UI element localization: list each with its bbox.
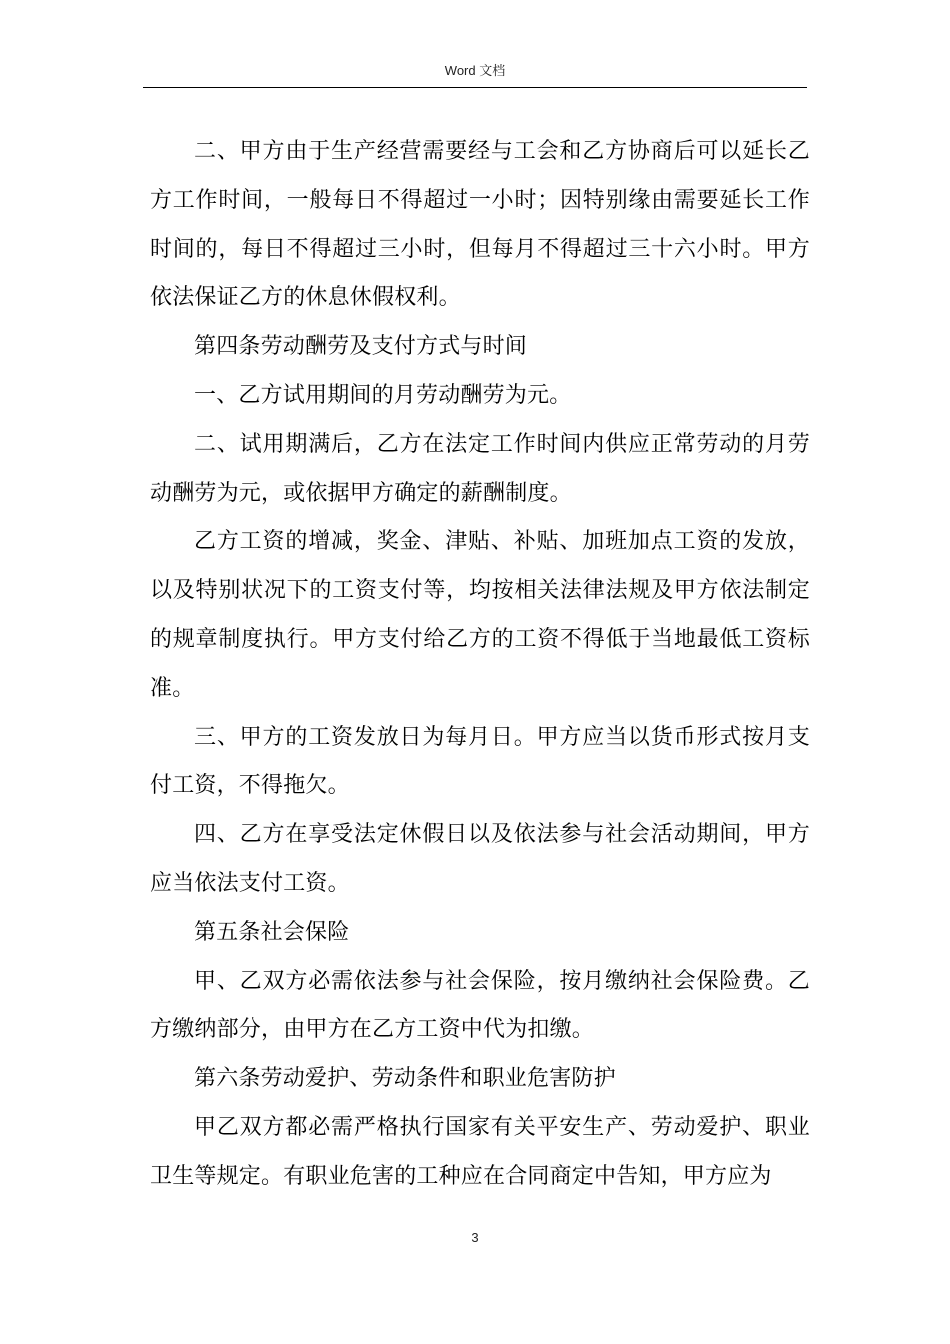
paragraph: 四、乙方在享受法定休假日以及依法参与社会活动期间，甲方应当依法支付工资。: [150, 822, 810, 896]
header-divider: [143, 87, 807, 88]
paragraph: 甲、乙双方必需依法参与社会保险，按月缴纳社会保险费。乙方缴纳部分，由甲方在乙方工资中代为扣缴。: [150, 968, 810, 1043]
section-heading: 第五条社会保险: [194, 919, 350, 945]
page-number: 3: [471, 1230, 479, 1245]
document-body: [150, 128, 810, 1202]
paragraph: 甲乙双方都必需严格执行国家有关平安生产、劳动爱护、职业卫生等规定。有职业危害的工种应在合同商定中告知，甲方应为: [150, 1114, 810, 1189]
paragraph: 一、乙方试用期间的月劳动酬劳为元。: [194, 382, 572, 408]
paragraph: 乙方工资的增减，奖金、津贴、补贴、加班加点工资的发放，以及特别状况下的工资支付等，均按相关法律法规及甲方依法制定的规章制度执行。甲方支付给乙方的工资不得低于当地最低工资标准。: [150, 529, 810, 701]
section-heading: 第四条劳动酬劳及支付方式与时间: [194, 334, 528, 360]
section-heading: 第六条劳动爱护、劳动条件和职业危害防护: [194, 1066, 616, 1092]
page-header: Word 文档: [444, 63, 506, 78]
paragraph: 三、甲方的工资发放日为每月日。甲方应当以货币形式按月支付工资，不得拖欠。: [150, 724, 810, 799]
paragraph: 二、试用期满后，乙方在法定工作时间内供应正常劳动的月劳动酬劳为元，或依据甲方确定的薪酬制度。: [150, 431, 810, 506]
paragraph: 二、甲方由于生产经营需要经与工会和乙方协商后可以延长乙方工作时间，一般每日不得超过一小时；因特别缘由需要延长工作时间的，每日不得超过三小时，但每月不得超过三十六小时。甲方依法保证乙方的休息休假权利。: [150, 139, 810, 311]
